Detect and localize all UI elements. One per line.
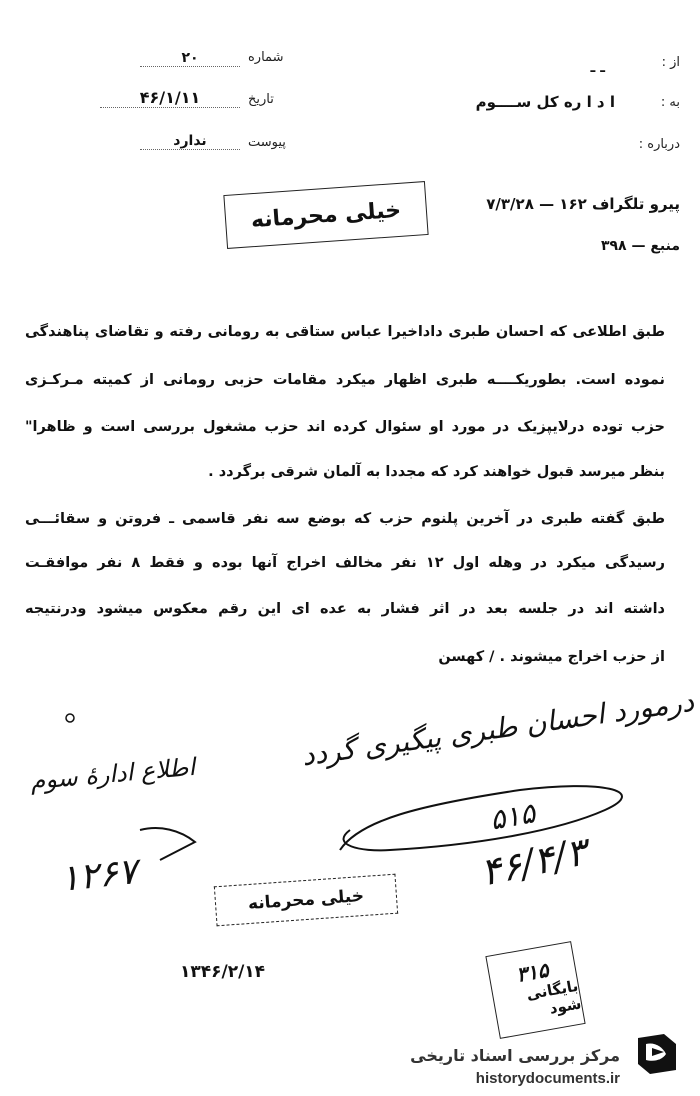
signature-loop [340,786,622,850]
from-label: از : [661,55,680,70]
date-value: ۴۶/۱/۱۱ [100,88,240,108]
footer-date: ۱۳۴۶/۲/۱۴ [180,962,266,982]
handwritten-code: ۵۱۵ [487,796,538,837]
body-line: از حزب اخراج میشوند . / کهسن [438,649,665,665]
ink-mark [66,714,74,722]
to-value: ا د ا ره کل ســــوم [475,93,615,111]
body-line: رسیدگی میکرد در وهله اول ۱۲ نفر مخالف اخراج آنها بوده و فقط ۸ نفر موافقـت [25,555,665,571]
body-line: نموده است. بطوریکــــه طبری اظهار میکرد مقامات حزبی رومانی از کمیته مـرکـزی [25,372,665,388]
to-label: به : [660,95,680,110]
attachment-label: پیوست [248,135,286,150]
body-line: داشته اند در جلسه بعد در اثر فشار به عده ای این رقم معکوس میشود ودرنتیجه [25,601,665,617]
handwritten-note-left: اطلاع ادارهٔ سوم [29,752,197,796]
archive-stamp [485,941,585,1039]
body-line: طبق گفته طبری در آخرین پلنوم حزب که بوضع سه نفر قاسمی ـ فروتن و سقائـــی [25,511,665,527]
watermark-title: مرکز بررسی اسناد تاریخی [410,1046,620,1065]
handwritten-date: ۴۶/۴/۳ [476,829,591,895]
attachment-value: ندارد [140,133,240,150]
from-value: ـ ـ [590,60,605,76]
number-value: ۲۰ [140,50,240,67]
signature-stroke [140,828,195,860]
watermark-url: historydocuments.ir [475,1070,620,1087]
date-label: تاریخ [248,92,274,107]
body-line: طبق اطلاعی که احسان طبری داداخیرا عباس ستاقی به رومانی رفته و تقاضای پناهندگی [25,324,665,340]
body-line: بنظر میرسد قبول خواهند کرد که مجددا به آلمان شرقی برگردد . [208,464,665,480]
telegram-reference: پیرو تلگراف ۱۶۲ — ۷/۳/۲۸ [486,195,680,213]
source-reference: منبع — ۳۹۸ [600,238,680,254]
handwritten-note-followup: درمورد احسان طبری پیگیری گردد [299,684,696,773]
body-line: حزب توده درلایپزیک در مورد او سئوال کرده اند حزب مشغول بررسی است و ظاهرا" [25,419,665,435]
handwritten-number-left: ۱۲۶۷ [58,851,140,900]
archive-number: ۳۱۵ [514,957,551,987]
archive-logo-icon [634,1030,680,1076]
confidential-stamp-bottom-text: خیلی محرمانه [247,885,365,915]
number-label: شماره [248,50,284,65]
regarding-label: درباره : [638,137,680,152]
confidential-stamp-text: خیلی محرمانه [250,197,402,233]
archive-text: بایگانی شود [525,976,583,1018]
